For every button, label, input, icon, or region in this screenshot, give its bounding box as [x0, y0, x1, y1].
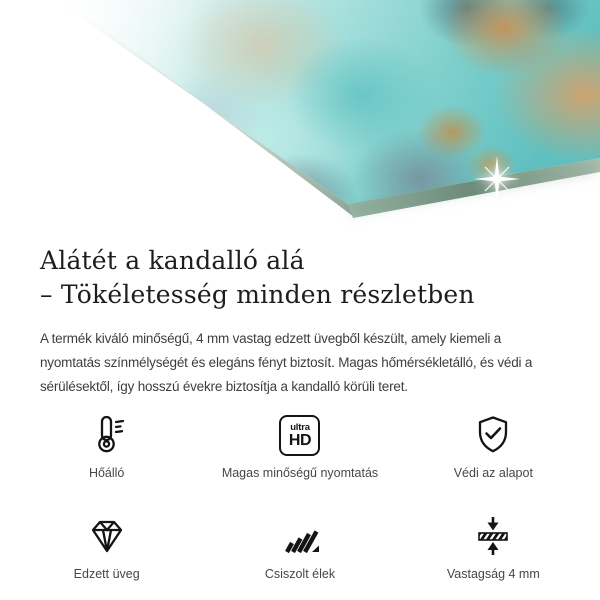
feature-label: Magas minőségű nyomtatás: [221, 466, 379, 480]
product-description: A termék kiváló minőségű, 4 mm vastag edzett üvegből készült, amely kiemeli a nyomtatás színmélységét és elegáns fényt biztosít. Magas hőmérsékletálló, és védi a sérülésektől, így hosszú évekre biztosítja a kandalló körüli teret.: [40, 331, 533, 394]
polished-edges-icon: [278, 514, 322, 558]
feature-polished-edges: [203, 514, 396, 581]
page-title-line1: Alátét a kandalló alá: [40, 246, 305, 275]
feature-thickness: [397, 514, 590, 581]
feature-label: Csiszolt élek: [264, 567, 336, 581]
ultra-hd-icon: [279, 413, 320, 457]
feature-tempered-glass: [10, 514, 203, 581]
product-hero-image: [0, 0, 600, 232]
feature-label: Védi az alapot: [453, 466, 533, 480]
thermometer-icon: [85, 413, 129, 457]
feature-grid: [0, 413, 600, 581]
uhd-badge-top-text: ultra: [290, 421, 310, 433]
page-title: [40, 244, 560, 312]
light-reflection-overlay: [0, 0, 600, 232]
page-title-line2: – Tökéletesség minden részletben: [40, 280, 475, 309]
feature-protects-base: [397, 413, 590, 480]
feature-heat-resistant: [10, 413, 203, 480]
diamond-icon: [85, 514, 129, 558]
feature-print-quality: [203, 413, 396, 480]
shield-check-icon: [471, 413, 515, 457]
uhd-badge-bottom-text: HD: [288, 431, 312, 449]
thickness-4mm-icon: [471, 514, 515, 558]
feature-label: Edzett üveg: [73, 567, 140, 581]
feature-label: Vastagság 4 mm: [446, 567, 540, 581]
description-section: [0, 244, 600, 399]
feature-label: Hőálló: [88, 466, 125, 480]
